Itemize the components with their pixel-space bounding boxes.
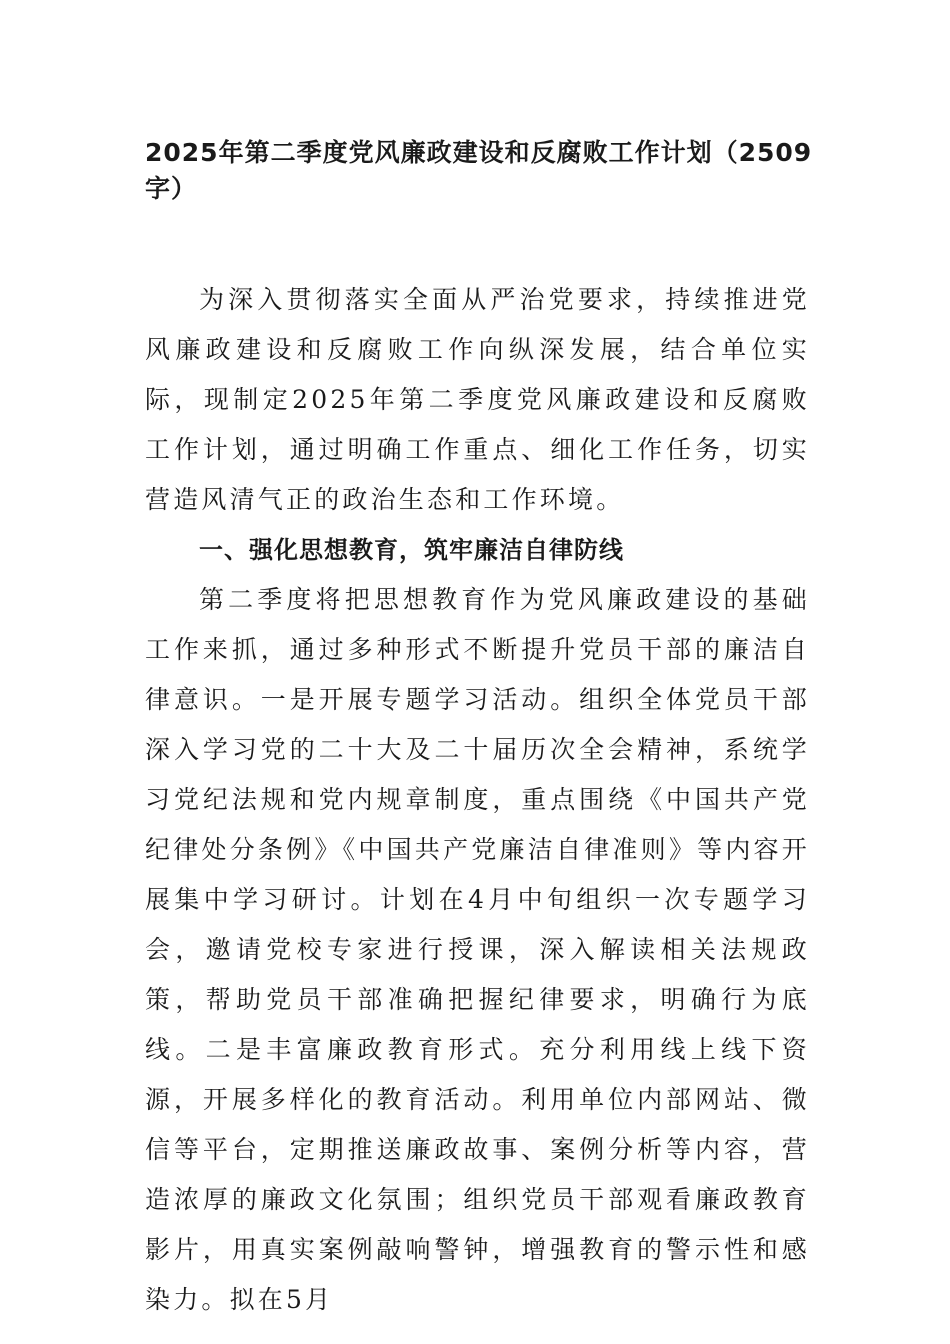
section-body-paragraph: 第二季度将把思想教育作为党风廉政建设的基础工作来抓，通过多种形式不断提升党员干部的廉洁自律意识。一是开展专题学习活动。组织全体党员干部深入学习党的二十大及二十届历次全会精神，系统学习党纪法规和党内规章制度，重点围绕《中国共产党纪律处分条例》《中国共产党廉洁自律准则》等内容开展集中学习研讨。计划在4月中旬组织一次专题学习会，邀请党校专家进行授课，深入解读相关法规政策，帮助党员干部准确把握纪律要求，明确行为底线。二是丰富廉政教育形式。充分利用线上线下资源，开展多样化的教育活动。利用单位内部网站、微信等平台，定期推送廉政故事、案例分析等内容，营造浓厚的廉政文化氛围；组织党员干部观看廉政教育影片，用真实案例敲响警钟，增强教育的警示性和感染力。拟在5月 (145, 585, 810, 1314)
section-heading: 一、强化思想教育，筑牢廉洁自律防线 (199, 536, 624, 564)
intro-paragraph: 为深入贯彻落实全面从严治党要求，持续推进党风廉政建设和反腐败工作向纵深发展，结合单位实际，现制定2025年第二季度党风廉政建设和反腐败工作计划，通过明确工作重点、细化工作任务，切实营造风清气正的政治生态和工作环境。 (145, 285, 810, 514)
document-title: 2025年第二季度党风廉政建设和反腐败工作计划（2509字） (145, 138, 813, 203)
